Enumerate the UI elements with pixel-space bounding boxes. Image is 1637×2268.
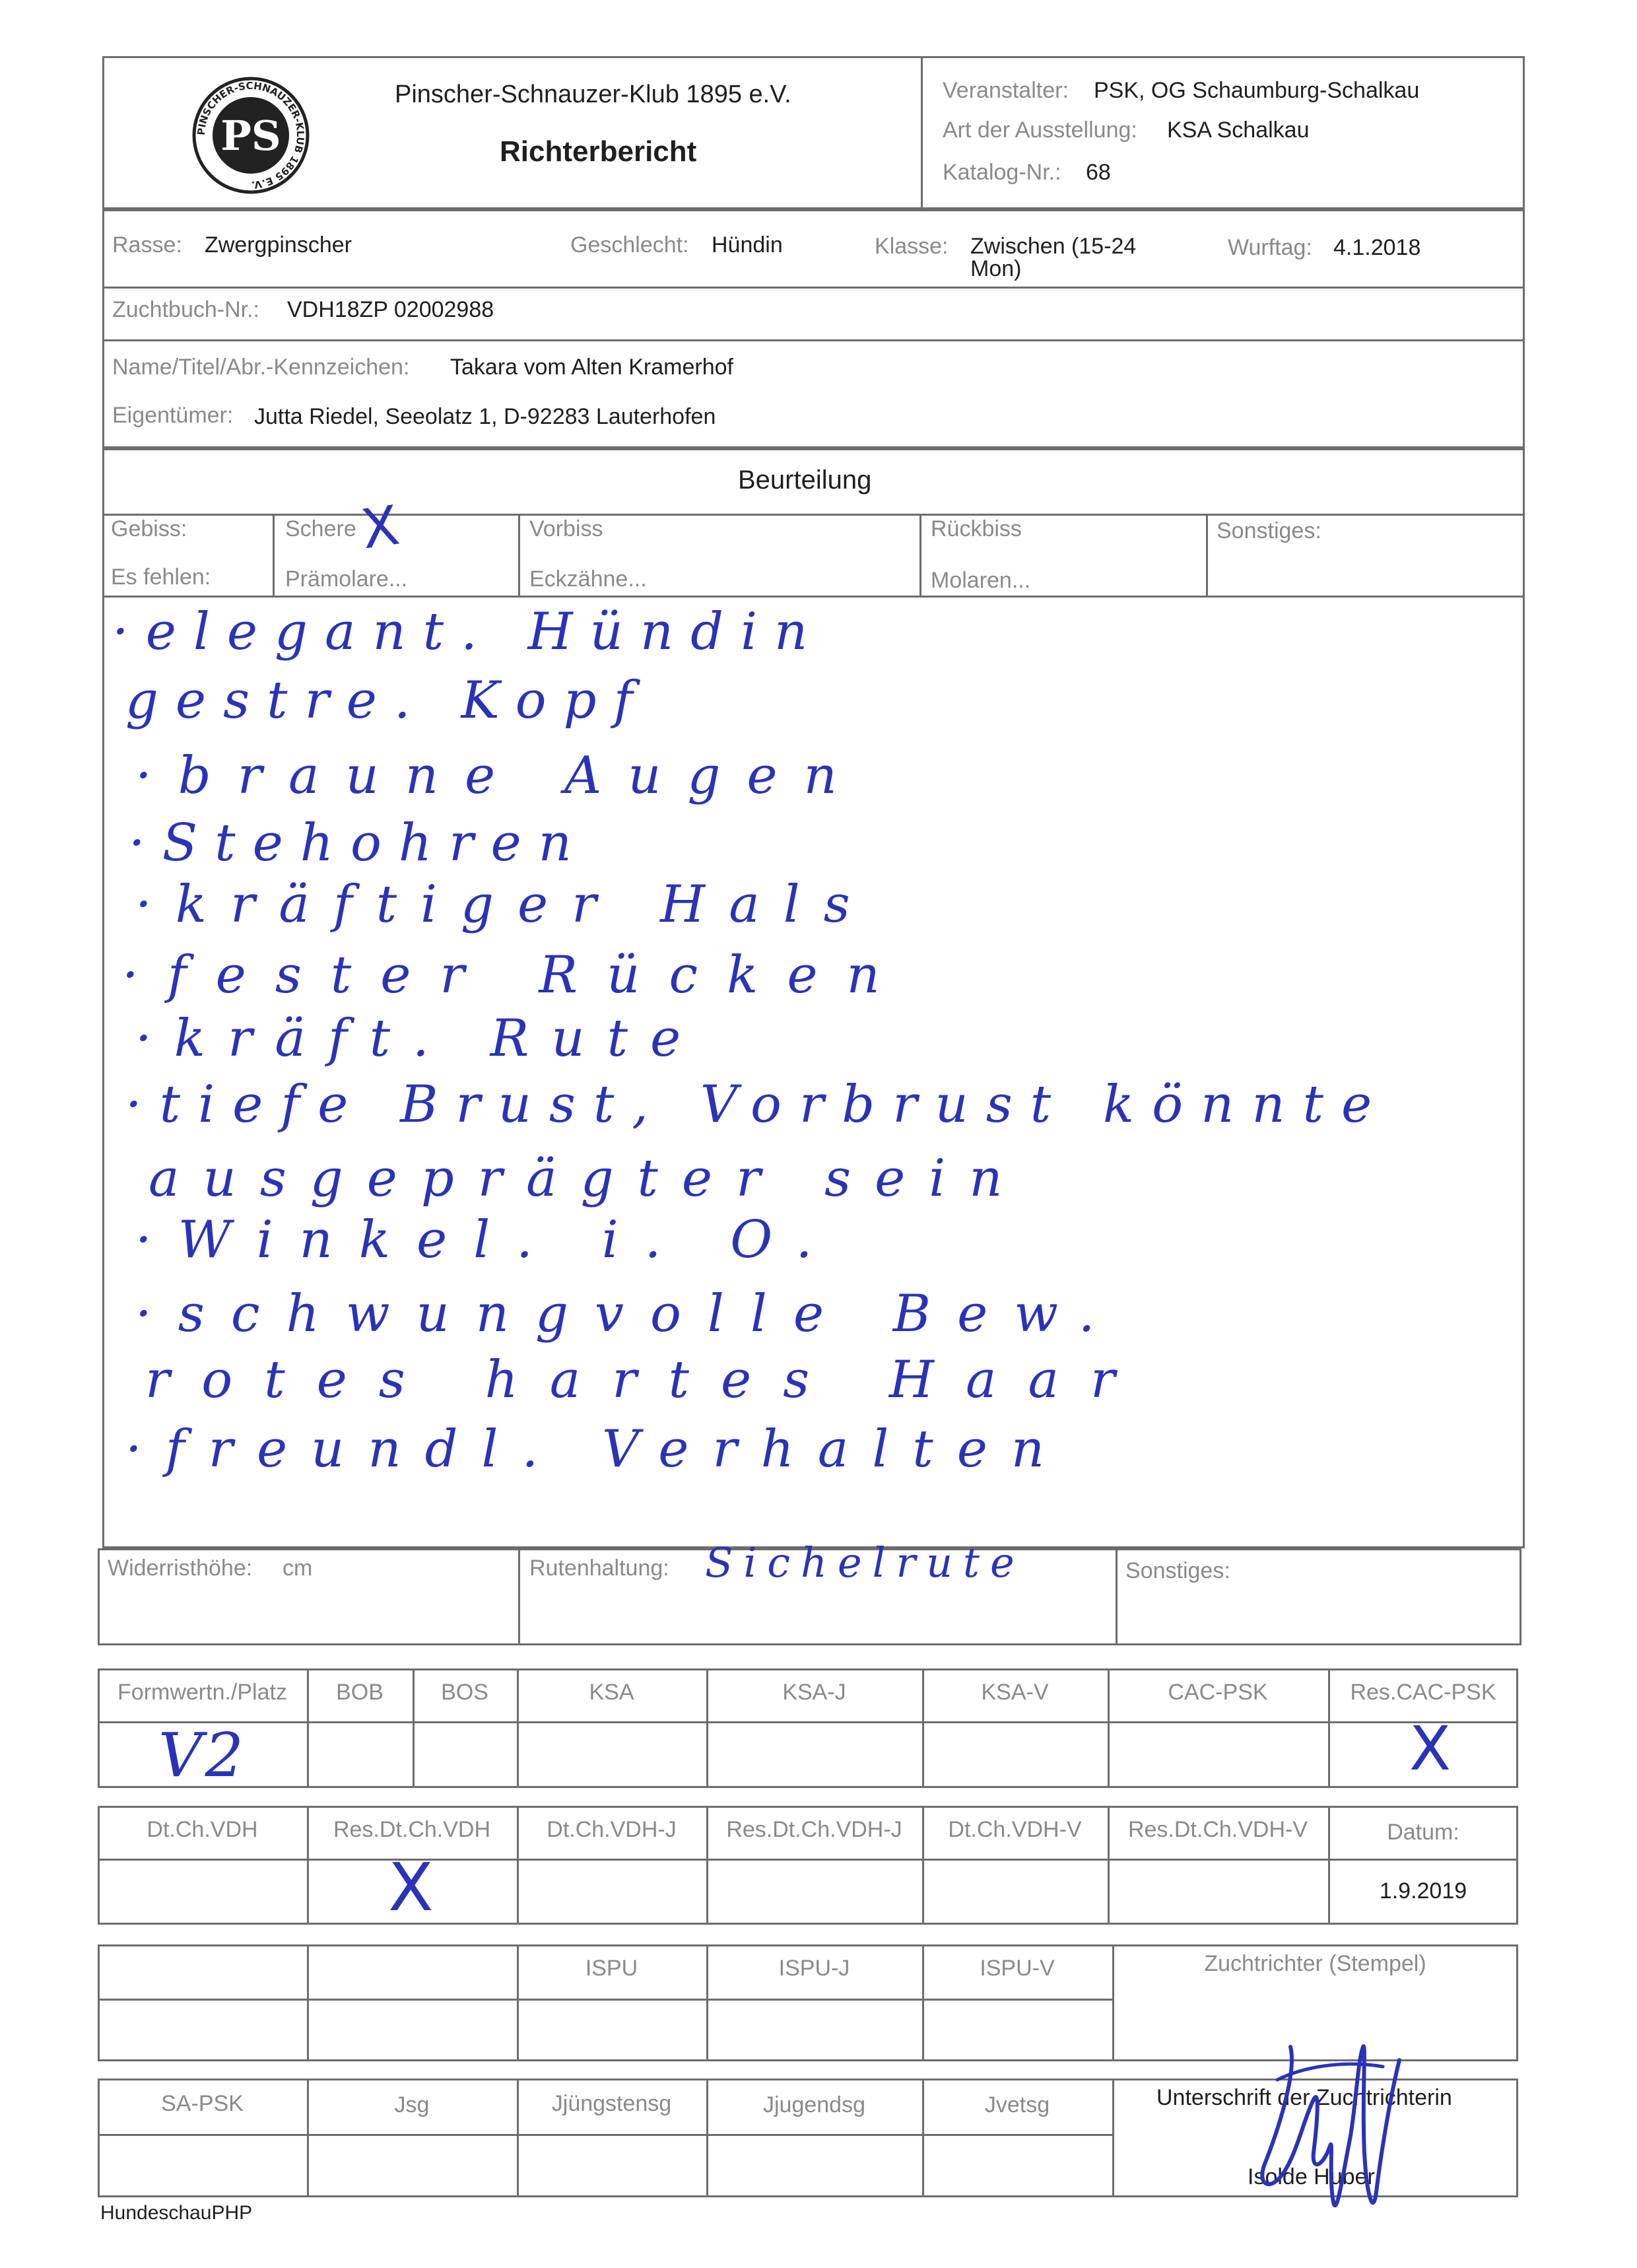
gebiss-label: Gebiss:	[111, 516, 187, 541]
evaluation-line: gestre. Kopf	[125, 671, 650, 730]
klasse-value-line1: Zwischen (15-24	[970, 234, 1137, 259]
col-ispu-v: ISPU-V	[980, 1956, 1055, 1981]
judge-signature	[1251, 2020, 1422, 2232]
page-title: Richterbericht	[500, 135, 697, 168]
rasse-value: Zwergpinscher	[205, 232, 352, 258]
col-jsg: Jsg	[394, 2092, 430, 2117]
evaluation-line: ·Winkel. i. O.	[135, 1210, 839, 1270]
col-dt-ch-vdh: Dt.Ch.VDH	[147, 1817, 258, 1842]
col-res-dt-ch-vdh-j: Res.Dt.Ch.VDH-J	[726, 1817, 902, 1842]
rasse-label: Rasse:	[112, 232, 182, 258]
zuchtrichter-stempel-label: Zuchtrichter (Stempel)	[1204, 1951, 1426, 1976]
col-dt-ch-vdh-v: Dt.Ch.VDH-V	[948, 1817, 1082, 1842]
zuchtbuch-value: VDH18ZP 02002988	[287, 297, 494, 322]
col-ksa: KSA	[589, 1680, 634, 1705]
col-ispu-j: ISPU-J	[778, 1956, 850, 1981]
rueckbiss-label: Rückbiss	[931, 516, 1022, 541]
eckzaehne-label: Eckzähne...	[529, 567, 647, 592]
sonstiges-label: Sonstiges:	[1217, 518, 1321, 543]
klasse-label: Klasse:	[875, 234, 949, 259]
name-value: Takara vom Alten Kramerhof	[450, 355, 733, 380]
col-jvetsg: Jvetsg	[984, 2092, 1050, 2117]
klasse-value-line2: Mon)	[970, 256, 1022, 281]
owner-label: Eigentümer:	[112, 403, 234, 428]
unterschrift-label: Unterschrift der Zuchtrichterin	[1156, 2085, 1452, 2110]
club-logo	[191, 76, 310, 195]
formwert-value: V2	[158, 1720, 246, 1791]
col-ksa-v: KSA-V	[981, 1680, 1049, 1705]
col-cac-psk: CAC-PSK	[1168, 1680, 1268, 1705]
evaluation-line: ·elegant. Hündin	[112, 602, 825, 662]
wurftag-label: Wurftag:	[1228, 235, 1312, 260]
evaluation-line: ·tiefe Brust, Vorbrust könnte	[125, 1075, 1390, 1134]
col-ksa-j: KSA-J	[782, 1680, 846, 1705]
col-jjugendsg: Jjugendsg	[762, 2092, 865, 2117]
res-cac-check-mark: X	[1409, 1713, 1452, 1784]
schere-check-mark: X	[357, 494, 403, 562]
measures-sonstiges-label: Sonstiges:	[1125, 1558, 1230, 1583]
geschlecht-label: Geschlecht:	[570, 232, 689, 258]
art-label: Art der Ausstellung:	[943, 118, 1137, 143]
beurteilung-title: Beurteilung	[738, 465, 872, 495]
judge-name: Isolde Huber	[1248, 2164, 1375, 2189]
evaluation-line: rotes hartes Haar	[145, 1350, 1147, 1410]
col-bos: BOS	[441, 1680, 488, 1705]
vorbiss-label: Vorbiss	[529, 516, 603, 541]
logo-ring-text: PINSCHER-SCHNAUZER-KLUB 1895 E.V.	[195, 79, 307, 191]
col-datum: Datum:	[1387, 1820, 1459, 1845]
katalog-label: Katalog-Nr.:	[943, 160, 1061, 185]
datum-value: 1.9.2019	[1379, 1878, 1467, 1904]
veranstalter-value: PSK, OG Schaumburg-Schalkau	[1094, 78, 1420, 103]
col-sa-psk: SA-PSK	[161, 2091, 244, 2116]
widerrist-unit: cm	[283, 1556, 313, 1581]
evaluation-line: ·freundl. Verhalten	[125, 1420, 1069, 1479]
software-footer: HundeschauPHP	[100, 2202, 253, 2224]
molaren-label: Molaren...	[931, 568, 1031, 593]
col-bob: BOB	[336, 1680, 384, 1705]
name-label: Name/Titel/Abr.-Kennzeichen:	[112, 355, 410, 380]
evaluation-line: ausgeprägter sein	[149, 1149, 1026, 1208]
art-value: KSA Schalkau	[1167, 118, 1310, 143]
ruten-value: Sichelrute	[705, 1538, 1025, 1587]
owner-value: Jutta Riedel, Seeolatz 1, D-92283 Lauterhofen	[254, 404, 716, 429]
schere-label: Schere	[285, 516, 356, 541]
ruten-label: Rutenhaltung:	[529, 1556, 669, 1581]
evaluation-line: ·fester Rücken	[122, 945, 909, 1005]
evaluation-line: ·schwungvolle Bew.	[135, 1284, 1121, 1344]
wurftag-value: 4.1.2018	[1333, 235, 1421, 260]
col-res-cac-psk: Res.CAC-PSK	[1350, 1680, 1496, 1705]
evaluation-line: ·kräft. Rute	[135, 1009, 704, 1068]
col-res-dt-ch-vdh-v: Res.Dt.Ch.VDH-V	[1127, 1817, 1308, 1842]
veranstalter-label: Veranstalter:	[943, 78, 1069, 103]
col-formwert: Formwertn./Platz	[117, 1680, 287, 1705]
club-name: Pinscher-Schnauzer-Klub 1895 e.V.	[395, 81, 791, 108]
svg-text:PS: PS	[220, 112, 281, 160]
es-fehlen-label: Es fehlen:	[111, 565, 211, 590]
widerrist-label: Widerristhöhe:	[108, 1556, 253, 1581]
res-dt-ch-check-mark: X	[388, 1849, 434, 1926]
praemolare-label: Prämolare...	[285, 567, 408, 592]
col-res-dt-ch-vdh: Res.Dt.Ch.VDH	[333, 1817, 491, 1842]
zuchtbuch-label: Zuchtbuch-Nr.:	[112, 297, 259, 322]
evaluation-line: ·Stehohren	[129, 813, 589, 873]
col-jjuengstensg: Jjüngstensg	[551, 2091, 672, 2116]
katalog-value: 68	[1086, 160, 1111, 185]
geschlecht-value: Hündin	[712, 232, 783, 258]
col-ispu: ISPU	[585, 1956, 638, 1981]
col-dt-ch-vdh-j: Dt.Ch.VDH-J	[547, 1817, 677, 1842]
evaluation-line: ·braune Augen	[135, 746, 863, 806]
evaluation-line: ·kräftiger Hals	[135, 875, 874, 934]
